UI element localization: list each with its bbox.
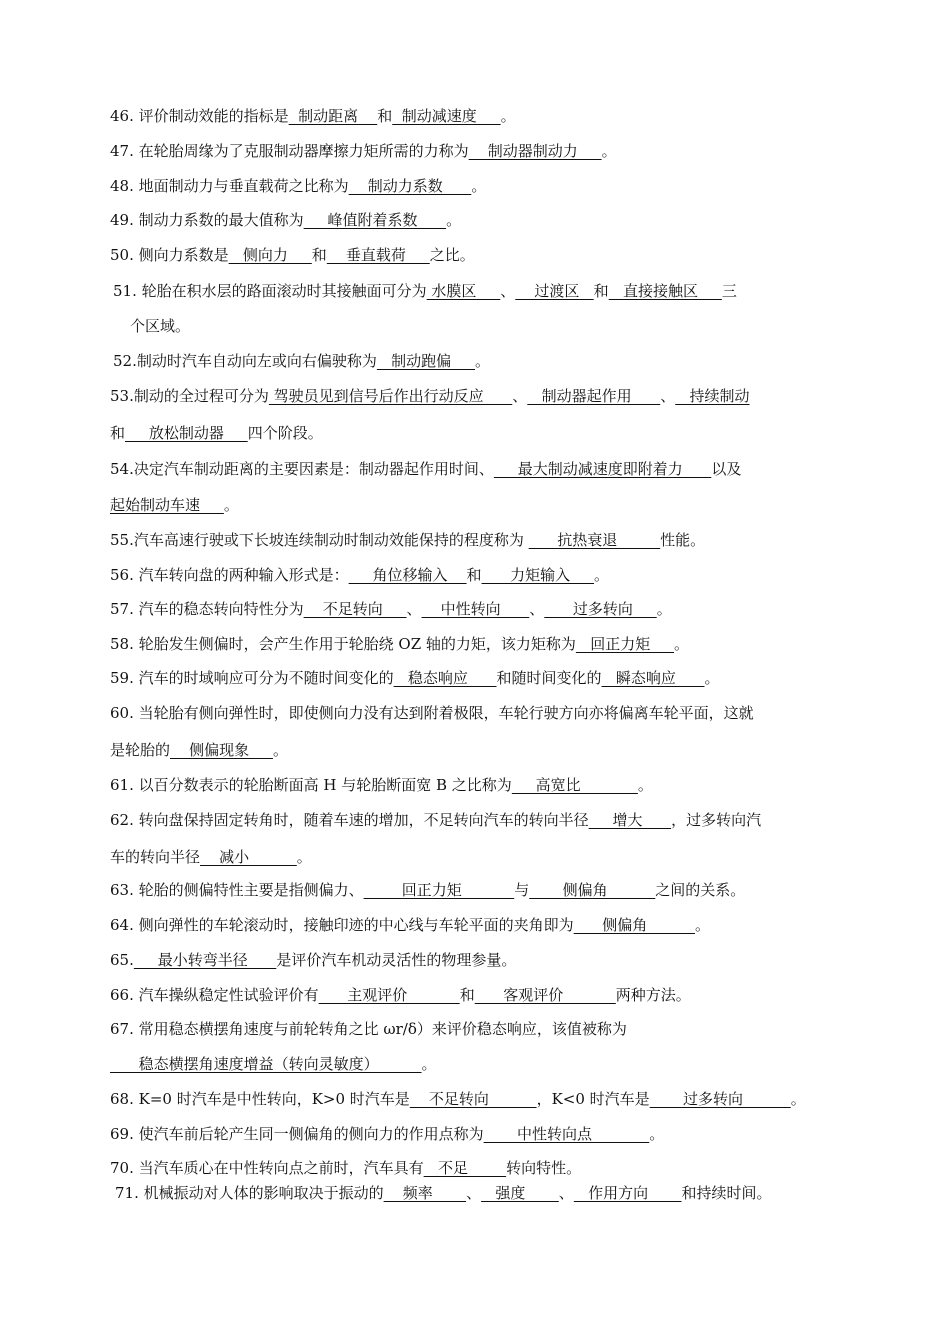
q54-text: 54.决定汽车制动距离的主要因素是：制动器起作用时间、: [110, 460, 494, 478]
q63-text: 之间的关系。: [655, 881, 746, 899]
question-62: [110, 810, 761, 830]
q62-text: ，过多转向汽: [671, 811, 762, 829]
question-68: [110, 1089, 806, 1109]
q58-text: 。: [674, 635, 690, 653]
q67-text: 。: [421, 1055, 437, 1073]
q57-text: 。: [656, 600, 672, 618]
q62-answer-1: 增大: [588, 811, 672, 829]
q68-answer-1: 不足转向: [409, 1090, 537, 1108]
q47-text: 47. 在轮胎周缘为了克服制动器摩擦力矩所需的力称为: [110, 142, 469, 160]
q68-answer-2: 过多转向: [649, 1090, 791, 1108]
q50-answer-2: 垂直载荷: [326, 246, 430, 264]
q57-answer-3: 过多转向: [544, 600, 657, 618]
question-49: [110, 210, 461, 230]
q57-text: 、: [406, 600, 422, 618]
question-51-cont: [130, 316, 190, 336]
q71-answer-1: 频率: [383, 1184, 467, 1202]
q51-text: 51. 轮胎在积水层的路面滚动时其接触面可分为: [113, 282, 427, 300]
question-53: [110, 386, 750, 406]
q71-answer-2: 强度: [481, 1184, 559, 1202]
q46-answer-1: 制动距离: [288, 107, 378, 125]
q62-text: 。: [296, 848, 312, 866]
q57-text: 57. 汽车的稳态转向特性分为: [110, 600, 304, 618]
question-69: [110, 1124, 664, 1144]
q53-answer-4: 放松制动器: [125, 424, 248, 442]
question-55: [110, 530, 705, 550]
q66-answer-2: 客观评价: [474, 986, 616, 1004]
q49-text: 49. 制动力系数的最大值称为: [110, 211, 304, 229]
q48-answer: 制动力系数: [348, 177, 472, 195]
q67-answer: 稳态横摆角速度增益（转向灵敏度）: [110, 1055, 422, 1073]
q57-answer-2: 中性转向: [421, 600, 530, 618]
question-52: [113, 351, 490, 371]
q54-text: 。: [223, 496, 239, 514]
q57-text: 、: [529, 600, 545, 618]
q61-text: 61. 以百分数表示的轮胎断面高 H 与轮胎断面宽 B 之比称为: [110, 776, 512, 794]
q65-text: 是评价汽车机动灵活性的物理参量。: [276, 951, 517, 969]
question-56: [110, 565, 609, 585]
q58-answer: 回正力矩: [575, 635, 675, 653]
q53-text: 、: [660, 387, 676, 405]
q46-text: 。: [500, 107, 516, 125]
q59-answer-2: 瞬态响应: [601, 669, 705, 687]
q70-text: 70. 当汽车质心在中性转向点之前时，汽车具有: [110, 1159, 424, 1177]
q70-text: 转向特性。: [506, 1159, 582, 1177]
question-48: [110, 176, 486, 196]
q69-text: 69. 使汽车前后轮产生同一侧偏角的侧向力的作用点称为: [110, 1125, 484, 1143]
question-67-cont: [110, 1054, 437, 1074]
q56-text: 56. 汽车转向盘的两种输入形式是：: [110, 566, 349, 584]
q70-answer: 不足: [423, 1159, 507, 1177]
q64-text: 。: [694, 916, 710, 934]
q47-answer: 制动器制动力: [468, 142, 602, 160]
q65-answer: 最小转弯半径: [133, 951, 277, 969]
q57-answer-1: 不足转向: [303, 600, 407, 618]
q49-text: 。: [446, 211, 462, 229]
q53-text: 、: [512, 387, 528, 405]
q62-text: 车的转向半径: [110, 848, 201, 866]
q66-text: 两种方法。: [615, 986, 691, 1004]
q63-answer-2: 侧偏角: [529, 881, 656, 899]
question-47: [110, 141, 617, 161]
q69-text: 。: [649, 1125, 665, 1143]
question-58: [110, 634, 689, 654]
q51-answer-1: 水膜区: [426, 282, 501, 300]
q69-answer: 中性转向点: [483, 1125, 650, 1143]
question-51: [113, 281, 737, 301]
q59-text: 。: [704, 669, 720, 687]
q60-text: 60. 当轮胎有侧向弹性时，即使侧向力没有达到附着极限，车轮行驶方向亦将偏离车轮平面，这就: [110, 704, 754, 722]
q54-answer-2: 起始制动车速: [110, 496, 224, 514]
question-70: [110, 1158, 581, 1178]
question-60-cont: [110, 740, 288, 760]
q53-text: 和: [110, 424, 126, 442]
q52-text: 52.制动时汽车自动向左或向右偏驶称为: [113, 352, 377, 370]
q71-text: 和持续时间。: [681, 1184, 772, 1202]
q71-text: 、: [466, 1184, 482, 1202]
q55-text: 性能。: [660, 531, 706, 549]
q56-answer-2: 力矩输入: [481, 566, 595, 584]
q63-text: 与: [514, 881, 530, 899]
q51-text: 和: [593, 282, 609, 300]
question-71: [115, 1183, 772, 1203]
q64-text: 64. 侧向弹性的车轮滚动时，接触印迹的中心线与车轮平面的夹角即为: [110, 916, 574, 934]
q53-text: 四个阶段。: [247, 424, 323, 442]
q50-text: 和: [311, 246, 327, 264]
question-61: [110, 775, 653, 795]
q53-answer-1: 驾驶员见到信号后作出行动反应: [268, 387, 513, 405]
q71-answer-3: 作用方向: [573, 1184, 682, 1202]
q51-answer-2: 过渡区: [515, 282, 594, 300]
q61-text: 。: [637, 776, 653, 794]
q52-text: 。: [475, 352, 491, 370]
question-64: [110, 915, 710, 935]
q50-answer-1: 侧向力: [228, 246, 312, 264]
question-46: [110, 106, 516, 126]
q60-text: 。: [272, 741, 288, 759]
q59-text: 59. 汽车的时域响应可分为不随时间变化的: [110, 669, 394, 687]
question-54: [110, 459, 741, 479]
question-50: [110, 245, 475, 265]
q48-text: 。: [471, 177, 487, 195]
question-65: [110, 950, 516, 970]
q58-text: 58. 轮胎发生侧偏时，会产生作用于轮胎绕 OZ 轴的力矩，该力矩称为: [110, 635, 576, 653]
q71-text: 、: [558, 1184, 574, 1202]
q53-answer-2: 制动器起作用: [527, 387, 661, 405]
q47-text: 。: [601, 142, 617, 160]
q53-text: 53.制动的全过程可分为: [110, 387, 269, 405]
q59-answer-1: 稳态响应: [393, 669, 497, 687]
question-62-cont: [110, 847, 312, 867]
q49-answer: 峰值附着系数: [303, 211, 447, 229]
q54-answer-1: 最大制动减速度即附着力: [493, 460, 712, 478]
question-66: [110, 985, 691, 1005]
q61-answer: 高宽比: [511, 776, 638, 794]
question-60: [110, 703, 754, 723]
q68-text: ，K<0 时汽车是: [536, 1090, 650, 1108]
q54-text: 以及: [711, 460, 742, 478]
q55-text: 55.汽车高速行驶或下长坡连续制动时制动效能保持的程度称为: [110, 531, 529, 549]
q59-text: 和随时间变化的: [496, 669, 602, 687]
question-67: [110, 1019, 627, 1039]
q65-text: 65.: [110, 951, 134, 969]
q60-text: 是轮胎的: [110, 741, 171, 759]
question-63: [110, 880, 745, 900]
q55-answer: 抗热衰退: [528, 531, 661, 549]
q63-text: 63. 轮胎的侧偏特性主要是指侧偏力、: [110, 881, 364, 899]
q56-text: 和: [466, 566, 482, 584]
question-54-cont: [110, 495, 239, 515]
q51-text: 三: [721, 282, 737, 300]
q50-text: 50. 侧向力系数是: [110, 246, 229, 264]
q71-text: 71. 机械振动对人体的影响取决于振动的: [115, 1184, 384, 1202]
q51-text: 、: [500, 282, 516, 300]
q66-text: 和: [459, 986, 475, 1004]
q46-answer-2: 制动减速度: [392, 107, 501, 125]
q46-text: 46. 评价制动效能的指标是: [110, 107, 289, 125]
q51-answer-3: 直接接触区: [608, 282, 722, 300]
q66-answer-1: 主观评价: [318, 986, 460, 1004]
q56-answer-1: 角位移输入: [348, 566, 467, 584]
q62-answer-2: 减小: [200, 848, 297, 866]
q60-answer: 侧偏现象: [170, 741, 273, 759]
q48-text: 48. 地面制动力与垂直载荷之比称为: [110, 177, 349, 195]
q64-answer: 侧偏角: [573, 916, 695, 934]
q66-text: 66. 汽车操纵稳定性试验评价有: [110, 986, 319, 1004]
q68-text: 68. K=0 时汽车是中性转向，K>0 时汽车是: [110, 1090, 410, 1108]
q50-text: 之比。: [429, 246, 475, 264]
question-57: [110, 599, 672, 619]
question-53-cont: [110, 423, 323, 443]
q67-text: 67. 常用稳态横摆角速度与前轮转角之比 ωr/δ）来评价稳态响应，该值被称为: [110, 1020, 627, 1038]
q53-answer-3: 持续制动: [675, 387, 750, 405]
q62-text: 62. 转向盘保持固定转角时，随着车速的增加，不足转向汽车的转向半径: [110, 811, 589, 829]
q51-text: 个区域。: [130, 317, 191, 335]
q46-text: 和: [377, 107, 393, 125]
q52-answer: 制动跑偏: [376, 352, 476, 370]
q68-text: 。: [790, 1090, 806, 1108]
question-59: [110, 668, 720, 688]
q63-answer-1: 回正力矩: [363, 881, 515, 899]
q56-text: 。: [594, 566, 610, 584]
